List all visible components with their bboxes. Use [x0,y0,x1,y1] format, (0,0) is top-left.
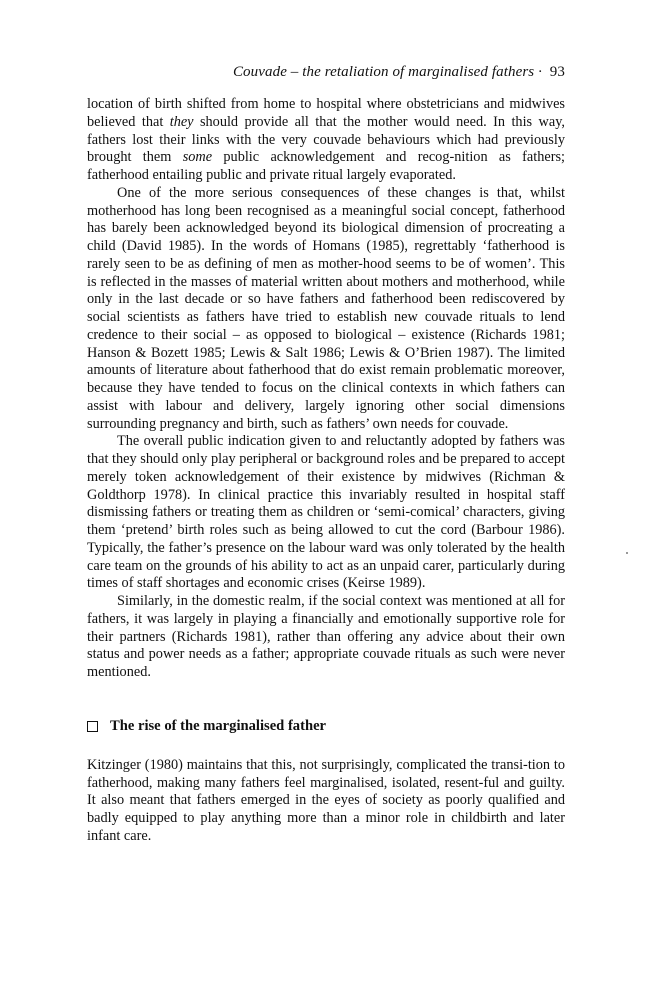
scan-speck [626,552,628,554]
paragraph-text: The overall public indication given to and reluctantly adopted by fathers was that they should only play peripheral or background roles and be prepared to accept merely token acknowledgement of their existence by midwives (Richman & Goldthorp 1978). In clinical practice this invariably resulted in hospital staff dismissing fathers or treating them as children or ‘semi-comical’ characters, giving them ‘pretend’ birth roles such as being allowed to cut the cord (Barbour 1986). Typically, the father’s presence on the labour ward was only tolerated by the health care team on the grounds of his ability to act as an unpaid carer, particularly during times of staff shortages and economic crises (Keirse 1989). [87,433,565,592]
running-head-separator: · [538,64,542,80]
section-heading-text: The rise of the marginalised father [110,717,327,734]
running-head [87,62,565,82]
paragraph-text: should provide all that the mother would need. In this way, fathers lost their links with the very couvade behaviours which had previously brought them [87,113,565,166]
square-box-icon [87,721,98,732]
paragraph-text: public acknowledgement and recog-nition as fathers; fatherhood entailing public and private ritual largely evaporated. [87,149,565,183]
body-text [87,96,565,682]
paragraph-text: Kitzinger (1980) maintains that this, not surprisingly, complicated the transi-tion to fatherhood, making many fathers feel marginalised, isolated, resent-ful and guilty. It also meant that fathers emerged in the eyes of society as poorly qualified and badly equipped to play anything more than a minor role in childbirth and later infant care. [87,756,565,844]
paragraph-text: One of the more serious consequences of these changes is that, whilst motherhood has long been recognised as a meaningful social concept, fatherhood has barely been acknowledged beyond its biological dimension of procreating a child (David 1985). In the words of Homans (1985), regrettably ‘fatherhood is rarely seen to be as defining of men as mother-hood seems to be of women’. This is reflected in the masses of material written about mothers and motherhood, while only in the last decade or so have fathers and fatherhood been rediscovered by social scientists as fathers have tried to establish new couvade rituals to lend credence to their social – as opposed to biological – existence (Richards 1981; Hanson & Bozett 1985; Lewis & Salt 1986; Lewis & O’Brien 1987). The limited amounts of literature about fatherhood that do exist remain problematic moreover, because they have tended to focus on the clinical contexts in which fathers can assist with labour and delivery, largely ignoring other social dimensions surrounding pregnancy and birth, such as fathers’ own needs for couvade. [87,184,565,432]
emphasis-text: they [169,113,194,130]
section-body-text [87,757,565,846]
paragraph [87,757,565,846]
paragraph [87,185,565,434]
paragraph-text: Similarly, in the domestic realm, if the social context was mentioned at all for fathers, it was largely in playing a financially and emotionally supportive role for their partners (Richards 1981), rather than offering any advice about their own status and power needs as a father; appropriate couvade rituals as such were never mentioned. [87,593,565,680]
paragraph [87,96,565,185]
paragraph [87,433,565,593]
emphasis-text: some [182,149,213,166]
book-page [87,62,565,846]
paragraph [87,593,565,682]
paragraph-text: location of birth shifted from home to hospital where obstetricians and midwives believed that [87,96,565,130]
page-number: 93 [549,64,565,80]
running-head-title: Couvade – the retaliation of marginalised fathers [232,64,535,80]
section-heading [87,718,565,735]
